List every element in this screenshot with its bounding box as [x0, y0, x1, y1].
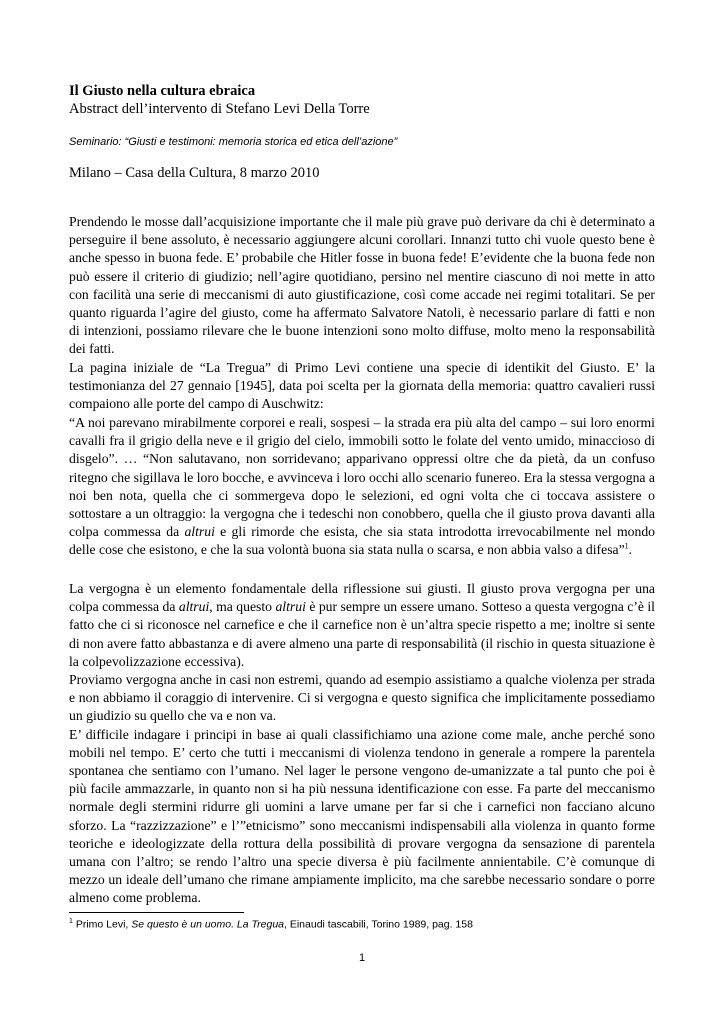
footnote-text-2: , Einaudi tascabili, Torino 1989, pag. 158	[284, 918, 473, 931]
document-title: Il Giusto nella cultura ebraica	[69, 83, 256, 99]
paragraph-5: E’ difficile indagare i principi in base ai quali classifichiamo una azione come male, anche perché sono mobili nel tempo. E’ certo che tutti i meccanismi di violenza tendono in generale a rompere la parentela spontanea che sentiamo con l’umano. Nel lager le persone vengono de-umanizzate a tal punto che poi è più facile ammazzarle, in quanto non si ha più nessuna identificazione con esse. Fa parte del meccanismo normale degli stermini ridurre gli uomini a larve umane per far si che i carnefici non facciano alcuno sforzo. La “razzizzazione” e l’”etnicismo” sono meccanismi indispensabili alla violenza in quanto forme teoriche e ideologizzate della rottura della possibilità di provare vergogna da sensazione di parentela umana con l’altro; se rendo l’altro una specie diversa è più facilmente annientabile. C’è comunque di mezzo un ideale dell’umano che rimane ampiamente implicito, ma che sarebbe necessario sondare o porre almeno come problema.	[69, 726, 655, 906]
quote-text-1: “A noi parevano mirabilmente corporei e reali, sospesi – la strada era più alta del campo – sui loro enormi cavalli fra il grigio della neve e il grigio del cielo, immobili sotto le folate del vento umido, minaccioso di disgelo”. … “Non salutavano, non sorridevano; apparivano oppressi oltre che da pietà, da un confuso ritegno che sigillava le loro bocche, e avvinceva i loro occhi allo scenario funereo. Era la stessa vergogna a noi ben nota, quella che ci sommergeva dopo le selezioni, ed ogni volta che ci toccava assistere o sottostare a un oltraggio: la vergogna che i tedeschi non conobbero, quella che il giusto prova davanti alla colpa commessa da	[69, 415, 655, 540]
footnote-book-title: Se questo è un uomo. La Tregua	[131, 918, 285, 931]
p3-text-1: La vergogna è un elemento fondamentale della riflessione sui giusti. Il giusto prova vergogna per una colpa commessa da	[69, 581, 655, 615]
quotation-block	[69, 414, 655, 560]
paragraph-1: Prendendo le mosse dall’acquisizione importante che il male più grave può derivare da chi è determinato a perseguire il bene assoluto, è necessario aggiungere alcuni corollari. Innanzi tutto chi vuole questo bene è anche spesso in buona fede. E’ probabile che Hitler fosse in buona fede! E’evidente che la buona fede non può essere il criterio di giudizio; nell’agire quotidiano, persino nel mentire ciascuno di noi mette in atto con facilità una serie di meccanismi di auto giustificazione, così come accade nei regimi totalitari. Se per quanto riguarda l’agire del giusto, come ha affermato Salvatore Natoli, è necessario parlare di fatti e non di intenzioni, possiamo rilevare che le buone intenzioni sono molto diffuse, molto meno la responsabilità dei fatti.	[69, 214, 655, 357]
p3-text-2: , ma questo	[209, 599, 276, 615]
footnote	[69, 918, 473, 931]
footnote-text-1: Primo Levi,	[72, 918, 132, 931]
quote-text-2: e gli rimorde che esista, che sia stata introdotta irrevocabilmente nel mondo delle cose che esistono, e che la sua volontà buona sia stata nulla o scarsa, e non abbia valso a difesa”	[69, 524, 655, 558]
quote-italic: altrui	[184, 524, 215, 540]
footnote-ref[interactable]: 1	[624, 541, 629, 551]
p3-text-3: è pur sempre un essere umano. Sotteso a questa vergogna c’è il fatto che ci si riconosce nel carnefice e che il carnefice non è un’altra specie rispetto a me; inoltre si sente di non avere fatto abbastanza e di avere almeno una parte di responsabilità (il rischio in questa situazione è la colpevolizzazione eccessiva).	[69, 599, 655, 669]
body-section-intro	[69, 213, 655, 413]
document-subtitle: Abstract dell’intervento di Stefano Levi Della Torre	[69, 101, 370, 117]
place-date: Milano – Casa della Cultura, 8 marzo 2010	[69, 165, 320, 181]
body-section-shame	[69, 580, 655, 908]
paragraph-3	[69, 580, 655, 671]
p3-italic-1: altrui	[178, 599, 210, 615]
quotation	[69, 414, 655, 560]
paragraph-4: Proviamo vergogna anche in casi non estremi, quando ad esempio assistiamo a qualche violenza per strada e non abbiamo il coraggio di intervenire. Ci si vergogna e questo significa che implicitamente possediamo un giudizio su quello che va e non va.	[69, 672, 655, 724]
seminar-line: Seminario: “Giusti e testimoni: memoria storica ed etica dell’azione”	[69, 136, 398, 148]
quote-end: .	[628, 542, 633, 558]
page-number: 1	[358, 952, 366, 964]
footnote-divider	[69, 912, 244, 913]
footnote-number: 1	[69, 918, 73, 925]
p3-italic-2: altrui	[275, 599, 306, 615]
paragraph-2: La pagina iniziale de “La Tregua” di Primo Levi contiene una specie di identikit del Giusto. E’ la testimonianza del 27 gennaio [1945], data poi scelta per la giornata della memoria: quattro cavalieri russi compaiono alle porte del campo di Auschwitz:	[69, 359, 655, 412]
